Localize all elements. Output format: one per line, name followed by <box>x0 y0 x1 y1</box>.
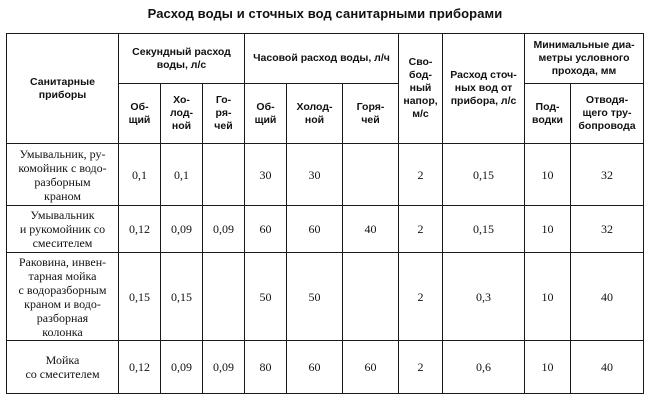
free-head-cell: 2 <box>399 253 443 341</box>
hour-cold-cell: 30 <box>287 144 343 206</box>
sec-hot-cell <box>203 253 245 341</box>
sec-cold-cell: 0,09 <box>161 206 203 253</box>
header-supply: Под- водки <box>525 84 571 144</box>
table-row <box>7 253 644 341</box>
header-row-1 <box>7 34 644 84</box>
hour-hot-cell <box>343 144 399 206</box>
table-row <box>7 144 644 206</box>
sec-cold-cell: 0,09 <box>161 341 203 394</box>
table-row <box>7 206 644 253</box>
outlet-cell: 40 <box>571 253 644 341</box>
header-hour-total: Об- щий <box>245 84 287 144</box>
supply-cell: 10 <box>525 253 571 341</box>
device-name: Раковина, инвен- тарная мойка с водоразборным краном и водо- разборная колонка <box>7 253 119 341</box>
water-consumption-table <box>6 33 644 394</box>
free-head-cell: 2 <box>399 144 443 206</box>
waste-flow-cell: 0,6 <box>443 341 525 394</box>
device-name: Умывальник, ру- комойник с водо- разборным краном <box>7 144 119 206</box>
header-waste-flow: Расход сточ- ных вод от прибора, л/с <box>443 34 525 144</box>
sec-total-cell: 0,12 <box>119 206 161 253</box>
free-head-cell: 2 <box>399 206 443 253</box>
sec-hot-cell: 0,09 <box>203 206 245 253</box>
hour-total-cell: 60 <box>245 206 287 253</box>
hour-total-cell: 80 <box>245 341 287 394</box>
outlet-cell: 32 <box>571 144 644 206</box>
waste-flow-cell: 0,15 <box>443 206 525 253</box>
sec-hot-cell: 0,09 <box>203 341 245 394</box>
header-devices: Санитарные приборы <box>7 34 119 144</box>
header-sec-total: Об- щий <box>119 84 161 144</box>
header-outlet: Отводя- щего тру- бопровода <box>571 84 644 144</box>
hour-cold-cell: 60 <box>287 341 343 394</box>
sec-total-cell: 0,1 <box>119 144 161 206</box>
hour-total-cell: 50 <box>245 253 287 341</box>
hour-cold-cell: 50 <box>287 253 343 341</box>
outlet-cell: 40 <box>571 341 644 394</box>
header-sec-cold: Хо- лод- ной <box>161 84 203 144</box>
supply-cell: 10 <box>525 144 571 206</box>
header-min-diameters: Минимальные диа- метры условного прохода, мм <box>525 34 644 84</box>
sec-hot-cell <box>203 144 245 206</box>
header-hour-hot: Горя- чей <box>343 84 399 144</box>
waste-flow-cell: 0,3 <box>443 253 525 341</box>
device-name: Умывальник и рукомойник со смесителем <box>7 206 119 253</box>
header-hourly-flow: Часовой расход воды, л/ч <box>245 34 399 84</box>
sec-cold-cell: 0,1 <box>161 144 203 206</box>
sec-total-cell: 0,15 <box>119 253 161 341</box>
header-sec-hot: Го- ря- чей <box>203 84 245 144</box>
free-head-cell: 2 <box>399 341 443 394</box>
device-name: Мойка со смесителем <box>7 341 119 394</box>
supply-cell: 10 <box>525 206 571 253</box>
hour-hot-cell <box>343 253 399 341</box>
supply-cell: 10 <box>525 341 571 394</box>
waste-flow-cell: 0,15 <box>443 144 525 206</box>
header-seconds-flow: Секундный расход воды, л/с <box>119 34 245 84</box>
hour-cold-cell: 60 <box>287 206 343 253</box>
hour-total-cell: 30 <box>245 144 287 206</box>
hour-hot-cell: 60 <box>343 341 399 394</box>
table-title: Расход воды и сточных вод санитарными приборами <box>147 6 503 21</box>
outlet-cell: 32 <box>571 206 644 253</box>
header-hour-cold: Холод- ной <box>287 84 343 144</box>
sec-total-cell: 0,12 <box>119 341 161 394</box>
table-row <box>7 341 644 394</box>
sec-cold-cell: 0,15 <box>161 253 203 341</box>
header-free-head: Сво- бод- ный напор, м/с <box>399 34 443 144</box>
hour-hot-cell: 40 <box>343 206 399 253</box>
